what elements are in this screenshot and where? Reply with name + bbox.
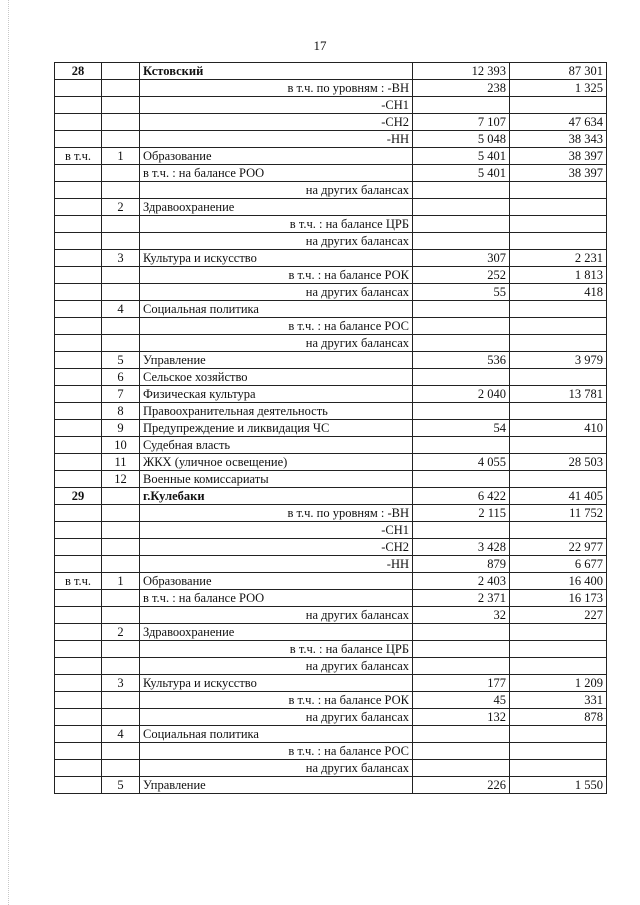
value-cell-2: 28 503 — [510, 454, 607, 471]
value-cell-2: 47 634 — [510, 114, 607, 131]
row-group-cell — [55, 675, 102, 692]
value-cell-2 — [510, 318, 607, 335]
value-cell-2: 3 979 — [510, 352, 607, 369]
row-number-cell — [102, 63, 140, 80]
table-row — [55, 250, 607, 267]
table-row — [55, 80, 607, 97]
value-cell-2 — [510, 471, 607, 488]
value-cell-2 — [510, 199, 607, 216]
value-cell-1: 226 — [413, 777, 510, 794]
row-label-cell: Физическая культура — [140, 386, 413, 403]
value-cell-1 — [413, 301, 510, 318]
row-number-cell: 2 — [102, 199, 140, 216]
value-cell-1 — [413, 760, 510, 777]
value-cell-2: 16 173 — [510, 590, 607, 607]
row-label-cell: в т.ч. : на балансе РОК — [140, 692, 413, 709]
row-number-cell — [102, 80, 140, 97]
row-group-cell — [55, 182, 102, 199]
table-row — [55, 760, 607, 777]
row-label-cell: Управление — [140, 352, 413, 369]
row-group-cell — [55, 454, 102, 471]
row-number-cell — [102, 216, 140, 233]
value-cell-1: 2 403 — [413, 573, 510, 590]
row-label-cell: в т.ч. : на балансе ЦРБ — [140, 216, 413, 233]
row-group-cell — [55, 80, 102, 97]
row-label-cell: Образование — [140, 573, 413, 590]
row-number-cell — [102, 590, 140, 607]
table-row — [55, 148, 607, 165]
row-group-cell — [55, 352, 102, 369]
value-cell-2: 1 813 — [510, 267, 607, 284]
table-row — [55, 165, 607, 182]
row-label-cell: Правоохранительная деятельность — [140, 403, 413, 420]
row-group-cell — [55, 692, 102, 709]
value-cell-1 — [413, 182, 510, 199]
row-group-cell — [55, 539, 102, 556]
row-group-cell — [55, 216, 102, 233]
value-cell-2 — [510, 624, 607, 641]
value-cell-1: 54 — [413, 420, 510, 437]
scan-margin-line — [8, 0, 9, 905]
table-row — [55, 709, 607, 726]
table-row — [55, 539, 607, 556]
value-cell-2 — [510, 760, 607, 777]
value-cell-2: 13 781 — [510, 386, 607, 403]
value-cell-2 — [510, 369, 607, 386]
row-number-cell — [102, 539, 140, 556]
row-label-cell: в т.ч. : на балансе РОО — [140, 165, 413, 182]
row-group-cell: в т.ч. — [55, 148, 102, 165]
row-label-cell: Сельское хозяйство — [140, 369, 413, 386]
value-cell-1: 2 115 — [413, 505, 510, 522]
table-row — [55, 454, 607, 471]
value-cell-2: 2 231 — [510, 250, 607, 267]
table-row — [55, 743, 607, 760]
value-cell-1 — [413, 233, 510, 250]
row-number-cell: 12 — [102, 471, 140, 488]
value-cell-2: 11 752 — [510, 505, 607, 522]
value-cell-1: 55 — [413, 284, 510, 301]
row-label-cell: Кстовский — [140, 63, 413, 80]
value-cell-2: 1 209 — [510, 675, 607, 692]
row-group-cell — [55, 335, 102, 352]
row-label-cell: Культура и искусство — [140, 675, 413, 692]
value-cell-2: 410 — [510, 420, 607, 437]
row-number-cell: 10 — [102, 437, 140, 454]
row-label-cell: -СН2 — [140, 539, 413, 556]
row-label-cell: на других балансах — [140, 709, 413, 726]
row-number-cell — [102, 607, 140, 624]
value-cell-1 — [413, 97, 510, 114]
row-group-cell — [55, 505, 102, 522]
value-cell-2: 16 400 — [510, 573, 607, 590]
value-cell-2 — [510, 658, 607, 675]
value-cell-2: 6 677 — [510, 556, 607, 573]
row-label-cell: в т.ч. : на балансе РОС — [140, 743, 413, 760]
row-group-cell — [55, 386, 102, 403]
row-number-cell — [102, 335, 140, 352]
row-label-cell: на других балансах — [140, 658, 413, 675]
row-number-cell — [102, 182, 140, 199]
table-row — [55, 63, 607, 80]
page-number: 17 — [313, 38, 327, 53]
consumption-table — [54, 62, 607, 794]
value-cell-1: 536 — [413, 352, 510, 369]
row-number-cell: 4 — [102, 301, 140, 318]
row-label-cell: в т.ч. по уровням : -ВН — [140, 80, 413, 97]
row-number-cell — [102, 267, 140, 284]
row-number-cell — [102, 658, 140, 675]
table-row — [55, 233, 607, 250]
row-number-cell: 3 — [102, 250, 140, 267]
value-cell-2: 38 397 — [510, 148, 607, 165]
row-group-cell: в т.ч. — [55, 573, 102, 590]
row-label-cell: в т.ч. : на балансе ЦРБ — [140, 641, 413, 658]
value-cell-2 — [510, 726, 607, 743]
table-row — [55, 624, 607, 641]
value-cell-2 — [510, 641, 607, 658]
row-group-cell — [55, 403, 102, 420]
row-number-cell — [102, 743, 140, 760]
table-row — [55, 97, 607, 114]
row-number-cell — [102, 522, 140, 539]
value-cell-1: 5 048 — [413, 131, 510, 148]
row-group-cell — [55, 743, 102, 760]
value-cell-1 — [413, 624, 510, 641]
table-row — [55, 131, 607, 148]
value-cell-1: 5 401 — [413, 148, 510, 165]
row-label-cell: на других балансах — [140, 182, 413, 199]
row-label-cell: Социальная политика — [140, 301, 413, 318]
row-group-cell — [55, 556, 102, 573]
row-label-cell: в т.ч. по уровням : -ВН — [140, 505, 413, 522]
row-number-cell — [102, 692, 140, 709]
row-group-cell — [55, 199, 102, 216]
table-row — [55, 658, 607, 675]
value-cell-1 — [413, 318, 510, 335]
table-row — [55, 114, 607, 131]
row-number-cell: 2 — [102, 624, 140, 641]
row-number-cell: 3 — [102, 675, 140, 692]
row-label-cell: на других балансах — [140, 607, 413, 624]
row-number-cell: 6 — [102, 369, 140, 386]
value-cell-1 — [413, 216, 510, 233]
value-cell-1: 4 055 — [413, 454, 510, 471]
table-row — [55, 505, 607, 522]
row-label-cell: Предупреждение и ликвидация ЧС — [140, 420, 413, 437]
row-group-cell — [55, 250, 102, 267]
row-number-cell — [102, 641, 140, 658]
row-label-cell: -НН — [140, 131, 413, 148]
value-cell-2: 87 301 — [510, 63, 607, 80]
table-row — [55, 522, 607, 539]
row-group-cell — [55, 233, 102, 250]
value-cell-1 — [413, 641, 510, 658]
value-cell-1 — [413, 335, 510, 352]
table-row — [55, 573, 607, 590]
value-cell-1 — [413, 658, 510, 675]
value-cell-2 — [510, 97, 607, 114]
value-cell-2: 227 — [510, 607, 607, 624]
value-cell-1: 307 — [413, 250, 510, 267]
row-number-cell: 5 — [102, 777, 140, 794]
row-number-cell — [102, 233, 140, 250]
row-label-cell: Судебная власть — [140, 437, 413, 454]
value-cell-2: 38 397 — [510, 165, 607, 182]
row-number-cell: 5 — [102, 352, 140, 369]
table-row — [55, 182, 607, 199]
value-cell-1: 177 — [413, 675, 510, 692]
row-number-cell: 1 — [102, 148, 140, 165]
row-group-cell — [55, 658, 102, 675]
row-label-cell: в т.ч. : на балансе РОС — [140, 318, 413, 335]
row-label-cell: -НН — [140, 556, 413, 573]
value-cell-2 — [510, 182, 607, 199]
row-group-cell: 29 — [55, 488, 102, 505]
row-number-cell — [102, 556, 140, 573]
table-row — [55, 420, 607, 437]
value-cell-2 — [510, 522, 607, 539]
table-row — [55, 199, 607, 216]
table-row — [55, 403, 607, 420]
table-row — [55, 352, 607, 369]
row-label-cell: Здравоохранение — [140, 199, 413, 216]
row-label-cell: ЖКХ (уличное освещение) — [140, 454, 413, 471]
value-cell-2: 41 405 — [510, 488, 607, 505]
table-row — [55, 777, 607, 794]
value-cell-2: 1 550 — [510, 777, 607, 794]
row-number-cell — [102, 131, 140, 148]
row-group-cell — [55, 131, 102, 148]
row-label-cell: Социальная политика — [140, 726, 413, 743]
row-label-cell: на других балансах — [140, 760, 413, 777]
row-label-cell: на других балансах — [140, 284, 413, 301]
row-number-cell — [102, 114, 140, 131]
value-cell-1: 238 — [413, 80, 510, 97]
table-row — [55, 607, 607, 624]
row-group-cell — [55, 97, 102, 114]
value-cell-1 — [413, 522, 510, 539]
value-cell-2 — [510, 216, 607, 233]
row-label-cell: в т.ч. : на балансе РОК — [140, 267, 413, 284]
row-label-cell: на других балансах — [140, 233, 413, 250]
row-label-cell: г.Кулебаки — [140, 488, 413, 505]
row-number-cell — [102, 284, 140, 301]
value-cell-1 — [413, 199, 510, 216]
table-row — [55, 335, 607, 352]
row-group-cell — [55, 777, 102, 794]
value-cell-2 — [510, 233, 607, 250]
value-cell-2 — [510, 301, 607, 318]
table-row — [55, 590, 607, 607]
table-row — [55, 284, 607, 301]
table-row — [55, 216, 607, 233]
row-label-cell: в т.ч. : на балансе РОО — [140, 590, 413, 607]
row-label-cell: -СН2 — [140, 114, 413, 131]
table-row — [55, 556, 607, 573]
table-row — [55, 692, 607, 709]
table-row — [55, 675, 607, 692]
row-label-cell: -СН1 — [140, 522, 413, 539]
row-group-cell — [55, 165, 102, 182]
value-cell-1: 132 — [413, 709, 510, 726]
value-cell-2 — [510, 743, 607, 760]
table-row — [55, 471, 607, 488]
value-cell-1 — [413, 726, 510, 743]
row-label-cell: Культура и искусство — [140, 250, 413, 267]
value-cell-1: 7 107 — [413, 114, 510, 131]
row-group-cell — [55, 641, 102, 658]
value-cell-1: 879 — [413, 556, 510, 573]
row-label-cell: Здравоохранение — [140, 624, 413, 641]
row-label-cell: Образование — [140, 148, 413, 165]
table-row — [55, 386, 607, 403]
value-cell-1: 252 — [413, 267, 510, 284]
row-group-cell — [55, 522, 102, 539]
row-number-cell: 4 — [102, 726, 140, 743]
value-cell-1 — [413, 369, 510, 386]
row-label-cell: Военные комиссариаты — [140, 471, 413, 488]
value-cell-1: 32 — [413, 607, 510, 624]
table-row — [55, 437, 607, 454]
row-number-cell: 9 — [102, 420, 140, 437]
value-cell-1 — [413, 437, 510, 454]
table-row — [55, 301, 607, 318]
row-group-cell — [55, 624, 102, 641]
row-number-cell: 11 — [102, 454, 140, 471]
row-number-cell — [102, 318, 140, 335]
table-row — [55, 369, 607, 386]
value-cell-1: 2 371 — [413, 590, 510, 607]
table-row — [55, 318, 607, 335]
row-group-cell — [55, 369, 102, 386]
row-group-cell — [55, 709, 102, 726]
row-label-cell: Управление — [140, 777, 413, 794]
value-cell-2: 38 343 — [510, 131, 607, 148]
table-row — [55, 726, 607, 743]
value-cell-2 — [510, 335, 607, 352]
row-group-cell: 28 — [55, 63, 102, 80]
value-cell-2: 1 325 — [510, 80, 607, 97]
row-number-cell — [102, 760, 140, 777]
row-label-cell: на других балансах — [140, 335, 413, 352]
row-number-cell — [102, 709, 140, 726]
row-group-cell — [55, 267, 102, 284]
row-group-cell — [55, 114, 102, 131]
table-row — [55, 488, 607, 505]
row-group-cell — [55, 471, 102, 488]
value-cell-1: 6 422 — [413, 488, 510, 505]
value-cell-1: 12 393 — [413, 63, 510, 80]
row-group-cell — [55, 760, 102, 777]
value-cell-1: 5 401 — [413, 165, 510, 182]
row-group-cell — [55, 318, 102, 335]
value-cell-1: 3 428 — [413, 539, 510, 556]
row-number-cell — [102, 505, 140, 522]
row-group-cell — [55, 420, 102, 437]
row-group-cell — [55, 437, 102, 454]
value-cell-1 — [413, 471, 510, 488]
value-cell-2: 418 — [510, 284, 607, 301]
value-cell-2: 878 — [510, 709, 607, 726]
row-number-cell: 1 — [102, 573, 140, 590]
row-label-cell: -СН1 — [140, 97, 413, 114]
row-number-cell — [102, 97, 140, 114]
row-group-cell — [55, 726, 102, 743]
value-cell-1: 45 — [413, 692, 510, 709]
value-cell-2 — [510, 403, 607, 420]
row-group-cell — [55, 590, 102, 607]
row-group-cell — [55, 301, 102, 318]
value-cell-1: 2 040 — [413, 386, 510, 403]
value-cell-2 — [510, 437, 607, 454]
row-number-cell: 7 — [102, 386, 140, 403]
row-group-cell — [55, 284, 102, 301]
table-row — [55, 641, 607, 658]
value-cell-2: 331 — [510, 692, 607, 709]
value-cell-2: 22 977 — [510, 539, 607, 556]
row-number-cell — [102, 488, 140, 505]
table-row — [55, 267, 607, 284]
value-cell-1 — [413, 403, 510, 420]
row-number-cell: 8 — [102, 403, 140, 420]
row-group-cell — [55, 607, 102, 624]
row-number-cell — [102, 165, 140, 182]
value-cell-1 — [413, 743, 510, 760]
